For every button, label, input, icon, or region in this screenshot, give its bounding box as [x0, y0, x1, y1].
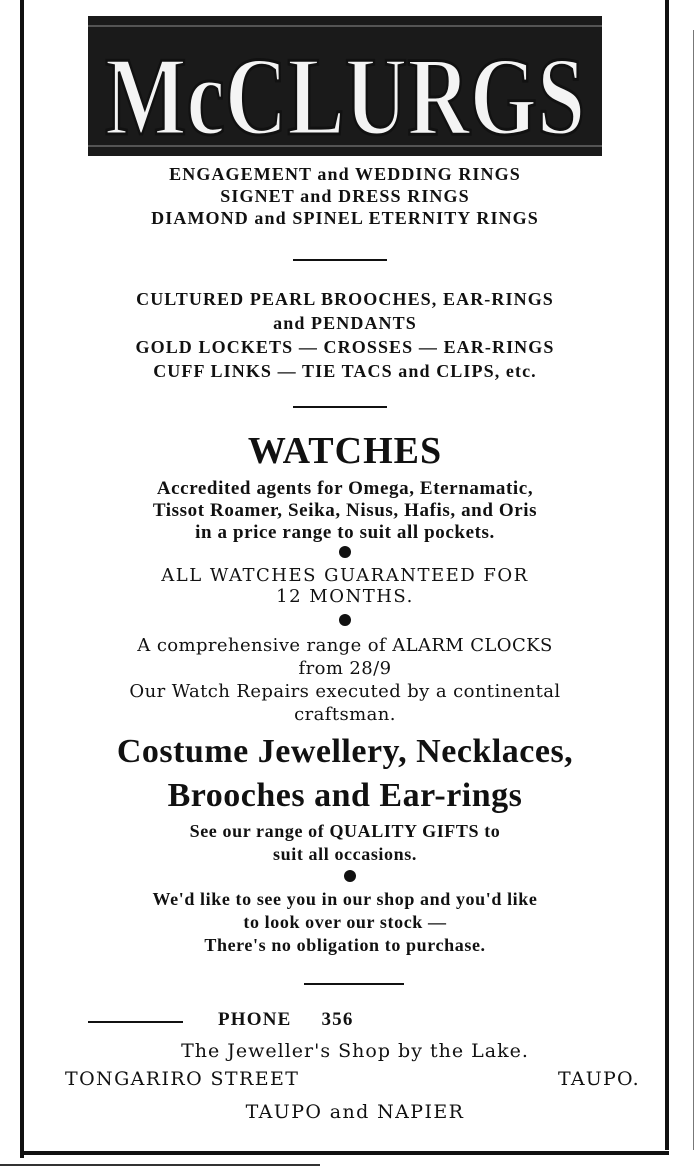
rings-line-3: DIAMOND and SPINEL ETERNITY RINGS — [151, 208, 539, 228]
costume-line-2: Brooches and Ear-rings — [167, 777, 523, 814]
gifts-line-1: See our range of QUALITY GIFTS to — [189, 821, 501, 841]
divider-rule — [293, 406, 387, 408]
costume-line-1: Costume Jewellery, Necklaces, — [116, 733, 574, 770]
mcclurgs-logo — [88, 16, 602, 159]
bullet-dot — [339, 546, 351, 558]
divider-rule — [293, 259, 387, 261]
town-name: TAUPO. — [558, 1068, 640, 1090]
phone-number: 356 — [321, 1009, 354, 1030]
clocks-repairs-text — [30, 634, 660, 726]
clocks-line-4: craftsman. — [294, 704, 396, 725]
guarantee-line-1: ALL WATCHES GUARANTEED FOR — [161, 565, 529, 586]
logo-text: McCLURGS — [105, 35, 585, 159]
pearls-line-1: CULTURED PEARL BROOCHES, EAR-RINGS — [136, 289, 554, 309]
bullet-dot — [339, 614, 351, 626]
watches-agents-text — [30, 478, 660, 544]
frame-right-outer-border — [693, 30, 694, 1150]
guarantee-text — [30, 565, 660, 607]
watches-heading: WATCHES — [247, 430, 443, 472]
shop-line-1: We'd like to see you in our shop and you'd like — [152, 889, 538, 909]
page-edge-line — [0, 1164, 320, 1166]
divider-rule — [304, 983, 404, 985]
costume-jewellery-heading — [30, 730, 660, 818]
clocks-line-1: A comprehensive range of ALARM CLOCKS — [137, 635, 553, 656]
bullet-dot — [344, 870, 356, 882]
frame-bottom-border — [20, 1151, 669, 1155]
shop-line-2: to look over our stock — — [243, 912, 447, 932]
agents-line-1: Accredited agents for Omega, Eternamatic, — [156, 478, 534, 499]
street-address: TONGARIRO STREET — [65, 1068, 300, 1090]
shop-line-3: There's no obligation to purchase. — [204, 935, 486, 955]
clocks-line-2: from 28/9 — [298, 658, 392, 679]
phone-line — [218, 1009, 354, 1031]
clocks-line-3: Our Watch Repairs executed by a continental — [129, 681, 561, 702]
agents-line-3: in a price range to suit all pockets. — [195, 522, 495, 543]
branch-locations: TAUPO and NAPIER — [245, 1101, 465, 1123]
shop-invite-text — [30, 888, 660, 957]
rings-section — [30, 163, 660, 229]
mcclurgs-logo-art — [88, 16, 602, 159]
guarantee-line-2: 12 MONTHS. — [276, 586, 414, 607]
pearls-section — [30, 287, 660, 383]
phone-leader-rule — [88, 1021, 183, 1023]
pearls-line-3: GOLD LOCKETS — CROSSES — EAR-RINGS — [135, 337, 555, 357]
frame-left-border — [20, 0, 24, 1158]
rings-line-1: ENGAGEMENT and WEDDING RINGS — [169, 164, 521, 184]
pearls-line-2: and PENDANTS — [273, 313, 417, 333]
rings-line-2: SIGNET and DRESS RINGS — [220, 186, 470, 206]
gifts-text — [30, 820, 660, 866]
frame-right-border — [665, 0, 669, 1150]
shop-tagline: The Jeweller's Shop by the Lake. — [181, 1040, 529, 1062]
agents-line-2: Tissot Roamer, Seika, Nisus, Hafis, and Oris — [152, 500, 538, 521]
gifts-line-2: suit all occasions. — [273, 844, 417, 864]
phone-label: PHONE — [218, 1009, 292, 1030]
pearls-line-4: CUFF LINKS — TIE TACS and CLIPS, etc. — [153, 361, 537, 381]
